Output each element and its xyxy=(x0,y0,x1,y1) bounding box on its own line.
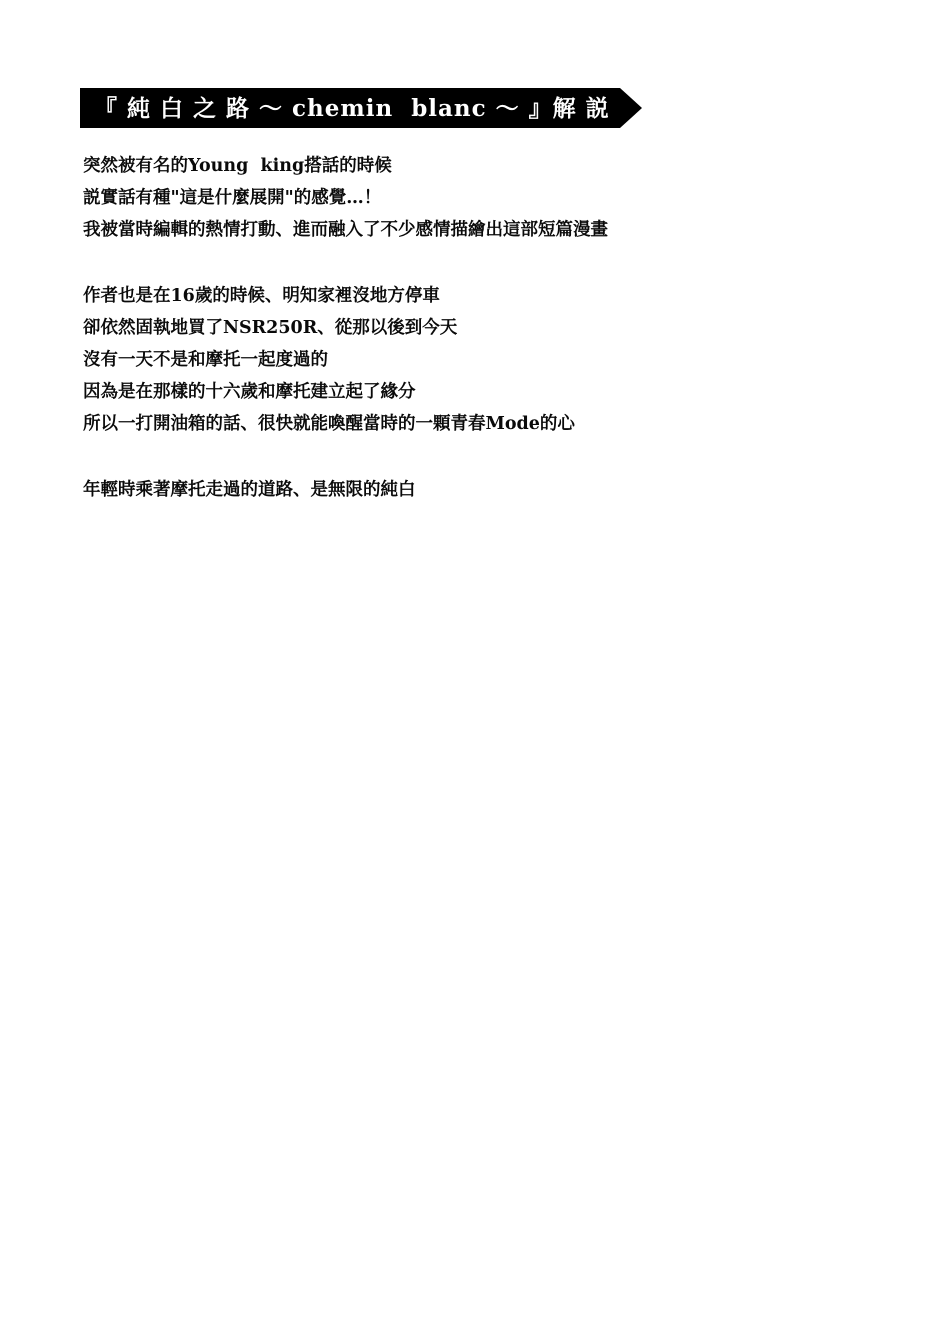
text-line: 因為是在那樣的十六歲和摩托建立起了緣分 xyxy=(83,382,416,402)
body-text xyxy=(83,150,803,506)
text-line: 突然被有名的Young king搭話的時候 xyxy=(83,156,392,176)
paragraph xyxy=(83,474,803,506)
text-line: 沒有一天不是和摩托一起度過的 xyxy=(83,350,328,370)
paragraph xyxy=(83,150,803,246)
banner-arrow-icon xyxy=(620,88,642,128)
text-line: 作者也是在16歲的時候、明知家裡沒地方停車 xyxy=(83,286,440,306)
text-line: 説實話有種"這是什麼展開"的感覺…！ xyxy=(83,188,382,208)
paragraph xyxy=(83,280,803,440)
text-line: 年輕時乘著摩托走過的道路、是無限的純白 xyxy=(83,480,416,500)
title-banner xyxy=(80,88,642,128)
title-banner-body xyxy=(80,88,620,128)
page-title: 『 純 白 之 路 ～ chemin blanc ～ 』解 説 xyxy=(94,94,610,122)
text-line: 卻依然固執地買了NSR250R、從那以後到今天 xyxy=(83,318,458,338)
text-line: 我被當時編輯的熱情打動、進而融入了不少感情描繪出這部短篇漫畫 xyxy=(83,220,608,240)
text-line: 所以一打開油箱的話、很快就能喚醒當時的一顆青春Mode的心 xyxy=(83,414,575,434)
